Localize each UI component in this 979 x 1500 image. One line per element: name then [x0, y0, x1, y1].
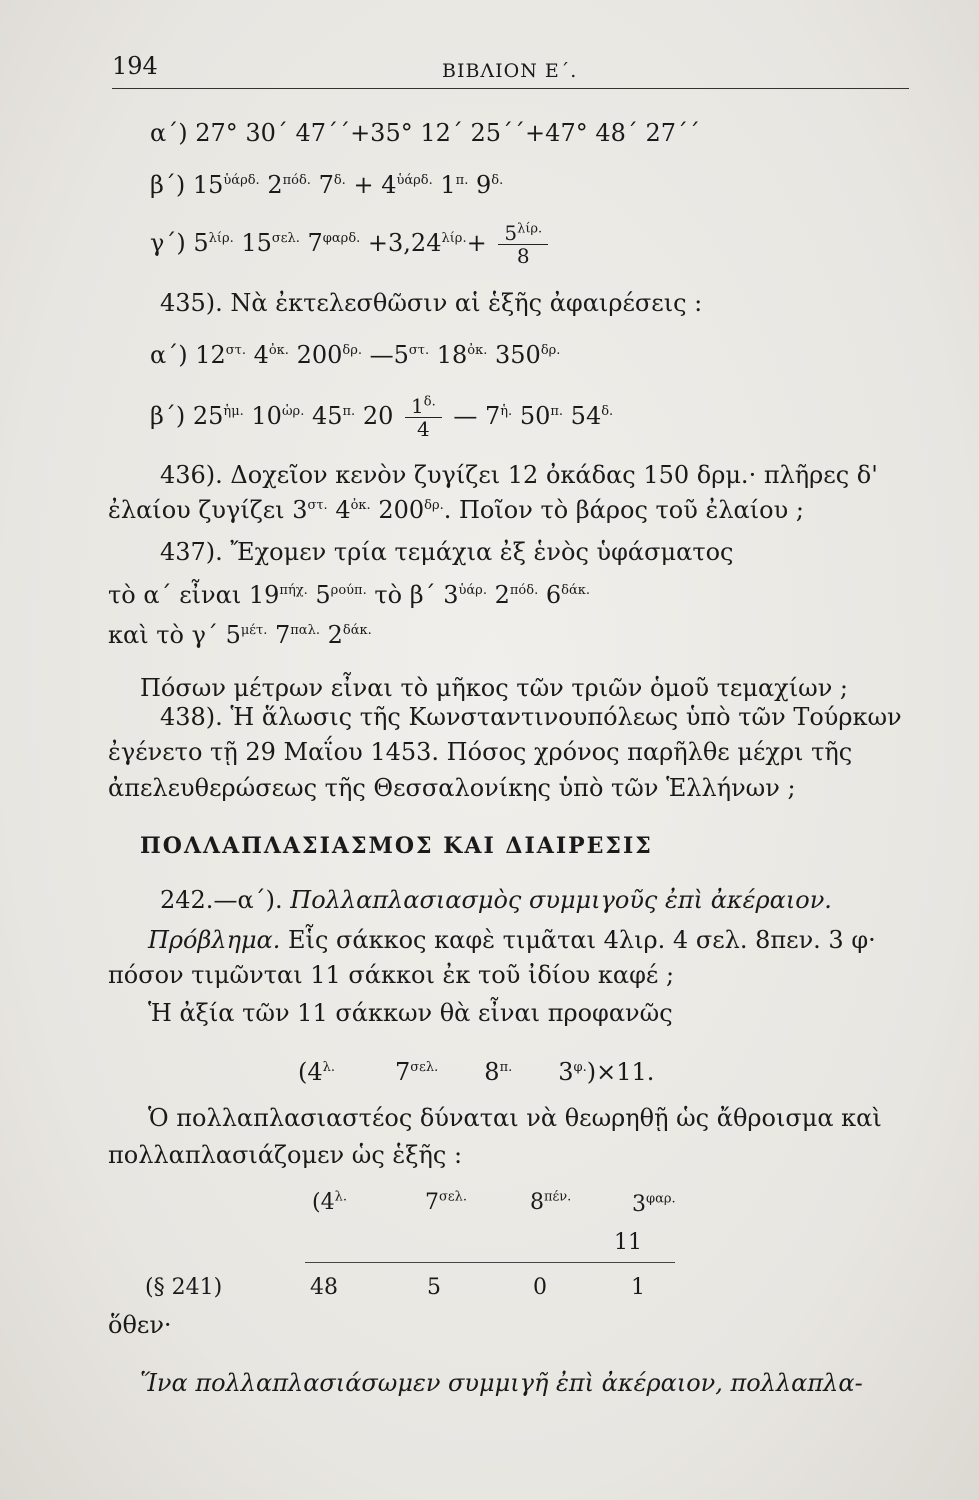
- exercise-c-line: γ΄) $5^{\lambda ί\rho.}$ $15^{\sigma\varepsilon\lambda.}$ $7^{\varphi\alpha\rho\delta.} +3,24^{\lambda ί\rho.}+$ $\frac{5^{\lambda ί\rho.}}{8}$: [150, 222, 552, 267]
- table-result-pounds: 48: [310, 1275, 338, 1300]
- fraction: $\frac{5^{\lambda ί\rho.}}{8}$: [498, 222, 548, 267]
- multiplication-expression: ($4^{\lambda.}$ $7^{\sigma\varepsilon\lambda.}$ $8^{\pi.}$ $3^{\varphi.})\times 11$.: [298, 1058, 655, 1086]
- table-row1-pence: $8^{\pi έ\nu.}$: [530, 1189, 572, 1215]
- table-result-shillings: 5: [427, 1275, 441, 1300]
- page-header: [112, 52, 909, 89]
- section-242-title: 242.—α΄). Πολλαπλασιασμὸς συμμιγοῦς ἐπὶ ἀκέραιον.: [160, 886, 832, 914]
- fraction: $\frac{1^{\delta.}}{4}$: [405, 395, 442, 440]
- problem-435: 435). Νὰ ἐκτελεσθῶσιν αἱ ἑξῆς ἀφαιρέσεις :: [160, 289, 703, 317]
- problem-436-line2: ἐλαίου ζυγίζει $3^{\sigma\tau.}$ $4^{ὀ\kappa.}$ $200^{\delta\rho.}$. Ποῖον τὸ βάρος τοῦ ἐλαίου ;: [108, 496, 804, 524]
- table-rule: [305, 1262, 675, 1263]
- multiplication-text-line1: Ὁ πολλαπλασιαστέος δύναται νὰ θεωρηθῇ ὡς ἄθροισμα καὶ: [148, 1104, 882, 1132]
- problem-438-line3: ἀπελευθερώσεως τῆς Θεσσαλονίκης ὑπὸ τῶν Ἑλλήνων ;: [108, 774, 796, 802]
- problem-437-question: Πόσων μέτρων εἶναι τὸ μῆκος τῶν τριῶν ὁμοῦ τεμαχίων ;: [140, 674, 848, 702]
- problem-437-line2: τὸ α΄ εἶναι $19^{\pi ή\chi.}$ $5^{\rho oύ\pi.}$ τὸ β΄ $3^{ὑά\rho.}$ $2^{\pi ό\delta.}$ $6^{\delta ά\kappa.}$: [108, 581, 590, 609]
- problem-437-line1: 437). Ἔχομεν τρία τεμάχια ἐξ ἑνὸς ὑφάσματος: [160, 538, 734, 566]
- problem-statement-line1: Πρόβλημα. Εἷς σάκκος καφὲ τιμᾶται 4λιρ. 4 σελ. 8πεν. 3 φ·: [148, 926, 876, 954]
- table-ref: (§ 241): [145, 1275, 223, 1300]
- problem-436-line1: 436). Δοχεῖον κενὸν ζυγίζει 12 ὀκάδας 150 δρμ.· πλῆρες δ': [160, 461, 878, 489]
- table-row1-farthings: $3^{\varphi\alpha\rho.}$: [632, 1191, 676, 1217]
- running-title: ΒΙΒΛΙΟΝ Ε΄.: [442, 60, 578, 82]
- value-statement: Ἡ ἀξία τῶν 11 σάκκων θὰ εἶναι προφανῶς: [148, 999, 673, 1027]
- problem-statement-line2: πόσον τιμῶνται 11 σάκκοι ἐκ τοῦ ἰδίου καφέ ;: [108, 961, 675, 989]
- table-row1-pounds: ($4^{\lambda.}$: [312, 1189, 347, 1215]
- closing-line: Ἵνα πολλαπλασιάσωμεν συμμιγῆ ἐπὶ ἀκέραιον, πολλαπλα-: [140, 1369, 863, 1397]
- table-result-pence: 0: [533, 1275, 547, 1300]
- problem-438-line2: ἐγένετο τῇ 29 Μαΐου 1453. Πόσος χρόνος παρῆλθε μέχρι τῆς: [108, 738, 853, 766]
- table-row1-shillings: $7^{\sigma\varepsilon\lambda.}$: [425, 1189, 467, 1215]
- exercise-b-line: β΄) $15^{ὑά\rho\delta.}$ $2^{\pi ό\delta.}$ $7^{\delta.} + 4^{ὑά\rho\delta.}$ $1^{\pi.}$ $9^{\delta.}$: [150, 171, 504, 199]
- problem-435-a: α΄) $12^{\sigma\tau.}$ $4^{ὀ\kappa.}$ $200^{\delta\rho.}$ $—5^{\sigma\tau.}$ $18^{ὀ\kappa.}$ $350^{\delta\rho.}$: [150, 341, 561, 369]
- section-heading: ΠΟΛΛΑΠΛΑΣΙΑΣΜΟΣ ΚΑΙ ΔΙΑΙΡΕΣΙΣ: [140, 833, 653, 859]
- multiplication-text-line2: πολλαπλασιάζομεν ὡς ἑξῆς :: [108, 1141, 463, 1169]
- hothen-word: ὅθεν·: [108, 1311, 172, 1339]
- problem-437-line3: καὶ τὸ γ΄ $5^{\mu έ\tau.}$ $7^{\pi\alpha\lambda.}$ $2^{\delta ά\kappa.}$: [108, 621, 372, 649]
- table-result-farthings: 1: [631, 1275, 645, 1300]
- page-number: 194: [112, 52, 158, 80]
- problem-438-line1: 438). Ἡ ἅλωσις τῆς Κωνσταντινουπόλεως ὑπὸ τῶν Τούρκων: [160, 703, 902, 731]
- problem-435-b: β΄) $25^{ἡ\mu.}$ $10^{ὡ\rho.}$ $45^{\pi.}$ 20 $\frac{1^{\delta.}}{4}$ — $7^{ἡ.}$ $50^{\pi.}$ $54^{\delta.}$: [150, 394, 614, 441]
- exercise-a-line: α΄) 27° 30΄ 47΄΄+35° 12΄ 25΄΄+47° 48΄ 27΄΄: [150, 119, 701, 147]
- table-multiplier: 11: [614, 1230, 642, 1255]
